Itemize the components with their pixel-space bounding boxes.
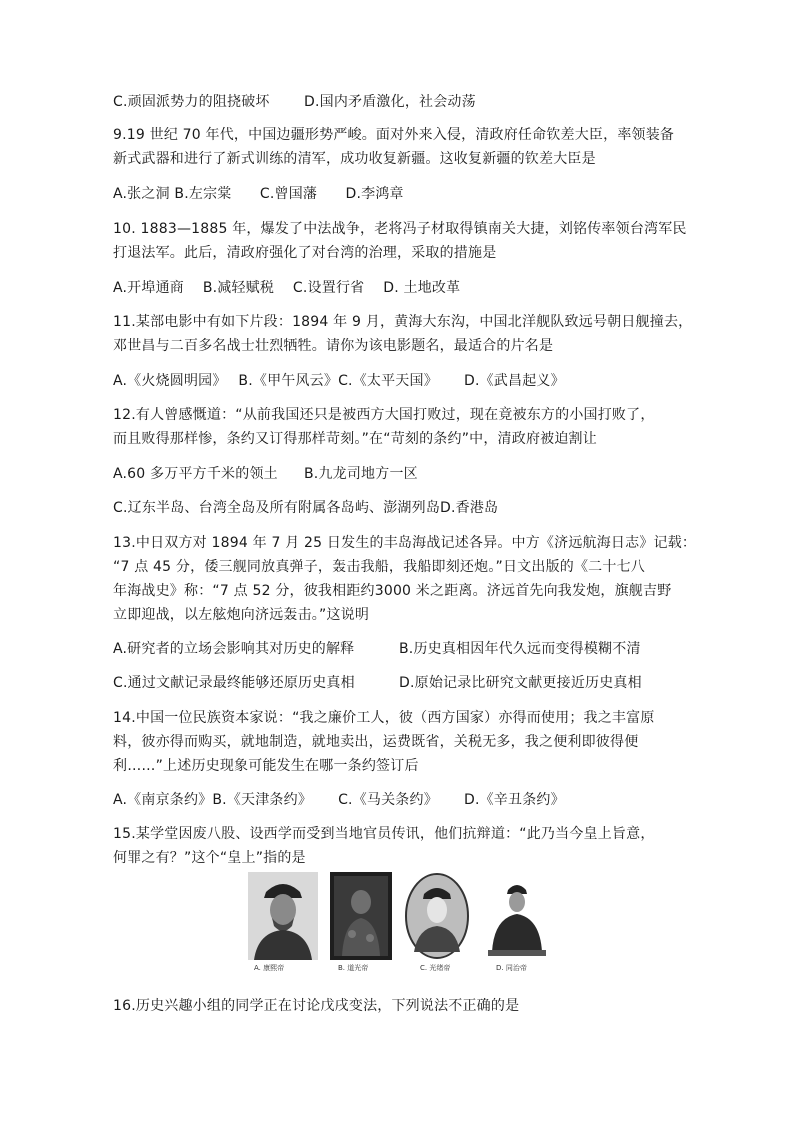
q8-option-c: C.顽固派势力的阻挠破坏 xyxy=(113,94,270,110)
q9-stem-line-1: 9.19 世纪 70 年代，中国边疆形势严峻。面对外来入侵，清政府任命钦差大臣，率领装备 xyxy=(113,127,675,143)
emperor-portraits-figure xyxy=(248,872,562,977)
caption-c: C. 光绪帝 xyxy=(420,964,451,972)
q12-stem-line-2: 而且败得那样惨，条约又订得那样苛刻。”在“苛刻的条约”中，清政府被迫割让 xyxy=(113,431,597,447)
portrait-guangxu-image xyxy=(404,872,470,960)
q14-stem-line-1: 14.中国一位民族资本家说：“我之廉价工人，彼（西方国家）亦得而使用；我之丰富原 xyxy=(113,710,655,726)
caption-d: D. 同治帝 xyxy=(496,964,527,972)
q13-stem-line-4: 立即迎战，以左舷炮向济远轰击。”这说明 xyxy=(113,607,370,623)
q14-options: A.《南京条约》B.《天津条约》 C.《马关条约》 D.《辛丑条约》 xyxy=(113,792,565,808)
q16-stem-line-1: 16.历史兴趣小组的同学正在讨论戊戌变法，下列说法不正确的是 xyxy=(113,998,520,1014)
q13-stem-line-1: 13.中日双方对 1894 年 7 月 25 日发生的丰岛海战记述各异。中方《济远航海日志》记载： xyxy=(113,535,697,551)
portrait-kangxi-image xyxy=(248,872,318,960)
q13-option-b: B.历史真相因年代久远而变得模糊不清 xyxy=(399,641,641,657)
q12-option-b: B.九龙司地方一区 xyxy=(304,466,418,482)
q11-stem-line-2: 邓世昌与二百多名战士壮烈牺牲。请你为该电影题名，最适合的片名是 xyxy=(113,338,554,354)
q10-stem-line-2: 打退法军。此后，清政府强化了对台湾的治理，采取的措施是 xyxy=(113,245,497,261)
q9-options: A.张之洞 B.左宗棠 C.曾国藩 D.李鸿章 xyxy=(113,186,404,202)
q12-options-cd: C.辽东半岛、台湾全岛及所有附属各岛屿、澎湖列岛D.香港岛 xyxy=(113,500,499,516)
q13-stem-line-3: 年海战史》称：“7 点 52 分，彼我相距约3000 米之距离。济远首先向我发炮，旗舰吉野 xyxy=(113,583,672,599)
q9-stem-line-2: 新式武器和进行了新式训练的清军，成功收复新疆。这收复新疆的钦差大臣是 xyxy=(113,151,596,167)
q13-option-d: D.原始记录比研究文献更接近历史真相 xyxy=(399,675,642,691)
portrait-daoguang-image xyxy=(330,872,392,960)
q10-options: A.开埠通商 B.减轻赋税 C.设置行省 D. 土地改革 xyxy=(113,280,461,296)
q11-options: A.《火烧圆明园》 B.《甲午风云》C.《太平天国》 D.《武昌起义》 xyxy=(113,373,565,389)
caption-b: B. 道光帝 xyxy=(338,964,369,972)
q14-stem-line-2: 料，彼亦得而购买，就地制造，就地卖出，运费既省，关税无多，我之便利即彼得便 xyxy=(113,734,639,750)
q12-option-a: A.60 多万平方千米的领土 xyxy=(113,466,278,482)
q13-option-a: A.研究者的立场会影响其对历史的解释 xyxy=(113,641,355,657)
caption-a: A. 康熙帝 xyxy=(254,964,285,972)
q13-option-c: C.通过文献记录最终能够还原历史真相 xyxy=(113,675,355,691)
portrait-tongzhi-image xyxy=(482,872,552,960)
q8-option-d: D.国内矛盾激化，社会动荡 xyxy=(304,94,476,110)
q12-stem-line-1: 12.有人曾感慨道：“从前我国还只是被西方大国打败过，现在竟被东方的小国打败了， xyxy=(113,407,655,423)
q13-stem-line-2: “7 点 45 分，倭三舰同放真弹子，轰击我船，我船即刻还炮。”日文出版的《二十七八 xyxy=(113,559,645,575)
q11-stem-line-1: 11.某部电影中有如下片段：1894 年 9 月，黄海大东沟，中国北洋舰队致远号朝日舰撞去， xyxy=(113,314,693,330)
q15-stem-line-2: 何罪之有？”这个“皇上”指的是 xyxy=(113,850,306,866)
q15-stem-line-1: 15.某学堂因废八股、设西学而受到当地官员传讯，他们抗辩道：“此乃当今皇上旨意， xyxy=(113,826,655,842)
q14-stem-line-3: 利……”上述历史现象可能发生在哪一条约签订后 xyxy=(113,758,419,774)
q10-stem-line-1: 10. 1883—1885 年，爆发了中法战争，老将冯子材取得镇南关大捷，刘铭传率领台湾军民 xyxy=(113,221,687,237)
